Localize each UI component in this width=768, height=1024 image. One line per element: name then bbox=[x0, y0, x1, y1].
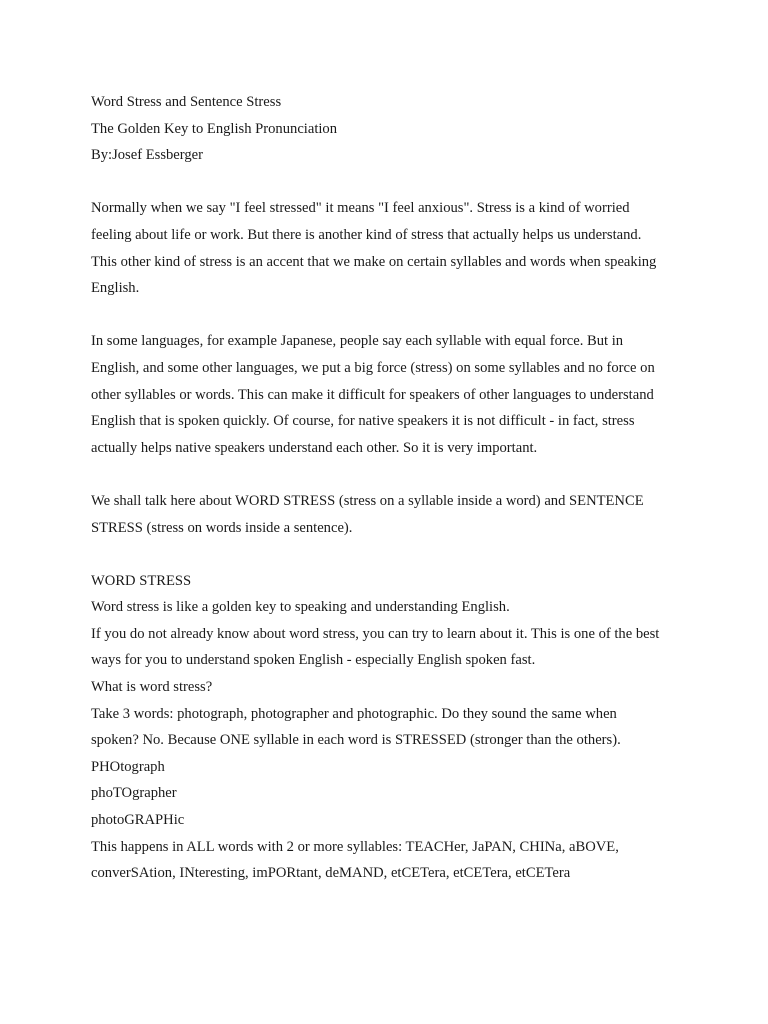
text-line: converSAtion, INteresting, imPORtant, deMAND, etCETera, etCETera, etCETera bbox=[91, 865, 571, 882]
document-header bbox=[91, 89, 688, 169]
text-line: This other kind of stress is an accent that we make on certain syllables and words when speaking bbox=[91, 253, 657, 270]
example-word: photoGRAPHic bbox=[91, 812, 185, 829]
text-line: spoken? No. Because ONE syllable in each word is STRESSED (stronger than the others). bbox=[91, 732, 621, 749]
text-line: This happens in ALL words with 2 or more syllables: TEACHer, JaPAN, CHINa, aBOVE, bbox=[91, 838, 619, 855]
example-word: PHOtograph bbox=[91, 758, 165, 775]
paragraph-gap bbox=[91, 302, 688, 329]
paragraph-gap bbox=[91, 461, 688, 488]
text-line: English. bbox=[91, 280, 140, 297]
paragraph-gap bbox=[91, 169, 688, 196]
text-line: actually helps native speakers understand each other. So it is very important. bbox=[91, 439, 538, 456]
text-line: English, and some other languages, we put a big force (stress) on some syllables and no force on bbox=[91, 359, 655, 376]
text-line: Normally when we say "I feel stressed" it means "I feel anxious". Stress is a kind of worried bbox=[91, 200, 630, 217]
text-line: feeling about life or work. But there is another kind of stress that actually helps us understand. bbox=[91, 226, 642, 243]
text-line: ways for you to understand spoken English - especially English spoken fast. bbox=[91, 652, 536, 669]
text-line: Take 3 words: photograph, photographer and photographic. Do they sound the same when bbox=[91, 705, 617, 722]
paragraph-gap bbox=[91, 541, 688, 568]
text-line: STRESS (stress on words inside a sentence). bbox=[91, 519, 353, 536]
text-line: English that is spoken quickly. Of course, for native speakers it is not difficult - in fact, stress bbox=[91, 413, 635, 430]
text-line: In some languages, for example Japanese, people say each syllable with equal force. But in bbox=[91, 333, 624, 350]
text-line: Word stress is like a golden key to speaking and understanding English. bbox=[91, 599, 510, 616]
text-line: If you do not already know about word stress, you can try to learn about it. This is one of the best bbox=[91, 625, 660, 642]
section-word-stress bbox=[91, 568, 688, 887]
example-word: phoTOgrapher bbox=[91, 785, 177, 802]
paragraph-topics bbox=[91, 488, 688, 541]
document-author: By:Josef Essberger bbox=[91, 147, 204, 164]
paragraph-languages bbox=[91, 328, 688, 461]
text-line: What is word stress? bbox=[91, 679, 213, 696]
section-heading: WORD STRESS bbox=[91, 572, 192, 589]
text-line: other syllables or words. This can make it difficult for speakers of other languages to understand bbox=[91, 386, 654, 403]
paragraph-intro bbox=[91, 195, 688, 301]
document-title: Word Stress and Sentence Stress bbox=[91, 94, 282, 110]
text-line: We shall talk here about WORD STRESS (stress on a syllable inside a word) and SENTENCE bbox=[91, 492, 644, 509]
document-subtitle: The Golden Key to English Pronunciation bbox=[91, 120, 338, 137]
